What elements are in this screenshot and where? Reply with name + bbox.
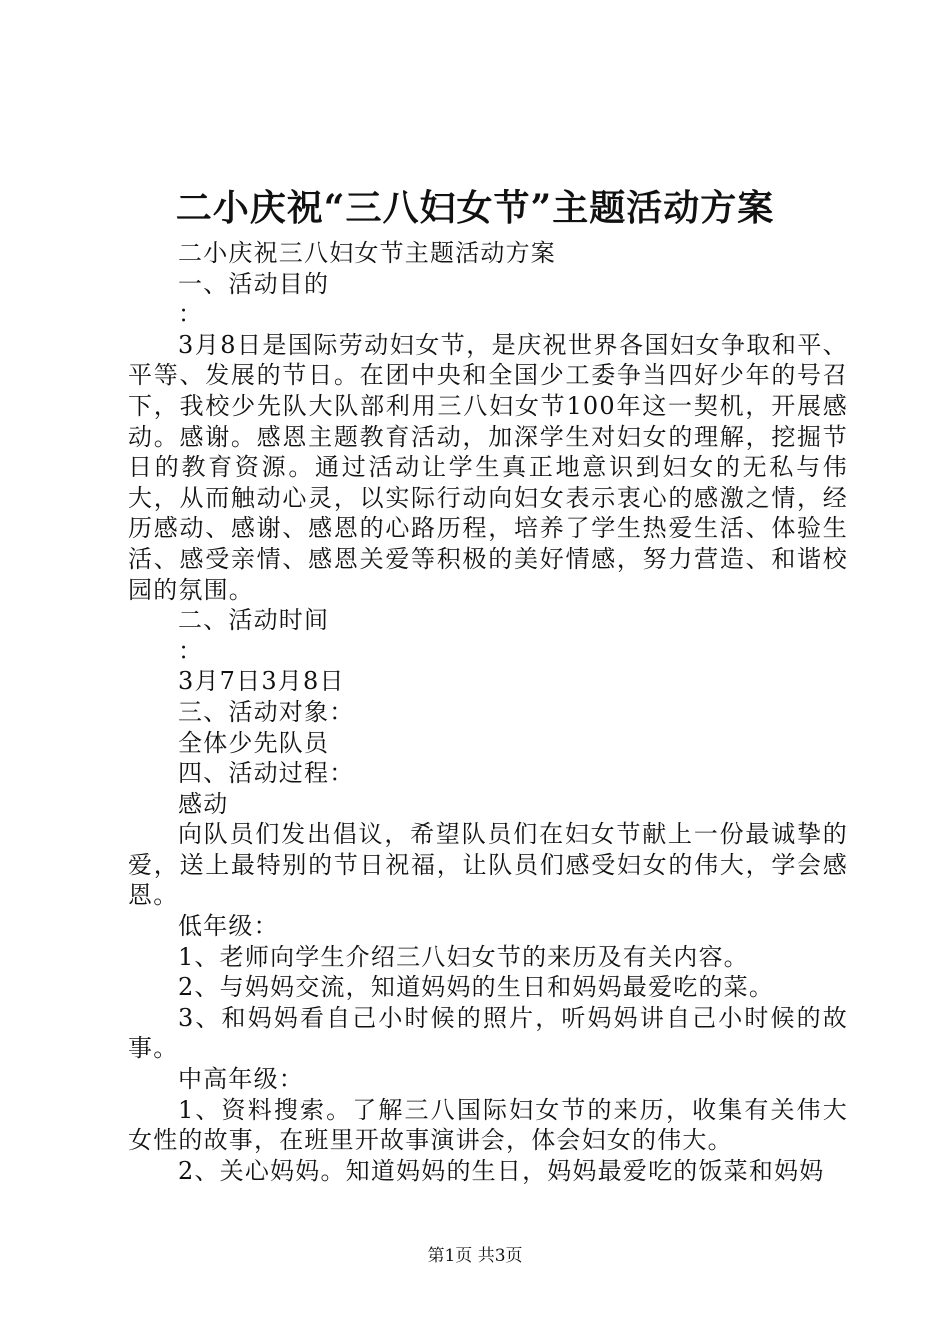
list-item: 1、资料搜索。了解三八国际妇女节的来历，收集有关伟大女性的故事，在班里开故事演讲会，体会妇女的伟大。 bbox=[128, 1095, 848, 1155]
paragraph-audience: 全体少先队员 bbox=[178, 728, 330, 757]
document-body bbox=[128, 238, 848, 1186]
subheading-upper-grades: 中高年级： bbox=[178, 1065, 304, 1094]
colon-line: ： bbox=[178, 300, 204, 329]
paragraph-purpose: 3月8日是国际劳动妇女节，是庆祝世界各国妇女争取和平、平等、发展的节日。在团中央和全国少工委争当四好少年的号召下，我校少先队大队部利用三八妇女节100年这一契机，开展感动。感谢。感恩主题教育活动，加深学生对妇女的理解，挖掘节日的教育资源。通过活动让学生真正地意识到妇女的无私与伟大，从而触动心灵，以实际行动向妇女表示衷心的感激之情，经历感动、感谢、感恩的心路历程，培养了学生热爱生活、体验生活、感受亲情、感恩关爱等积极的美好情感，努力营造、和谐校园的氛围。 bbox=[128, 330, 848, 604]
colon-line: ： bbox=[178, 636, 204, 665]
heading-process: 四、活动过程： bbox=[178, 759, 355, 788]
paragraph-subtitle: 二小庆祝三八妇女节主题活动方案 bbox=[178, 239, 556, 267]
list-item: 2、关心妈妈。知道妈妈的生日，妈妈最爱吃的饭菜和妈妈 bbox=[178, 1156, 825, 1185]
list-item: 2、与妈妈交流，知道妈妈的生日和妈妈最爱吃的菜。 bbox=[178, 973, 775, 1002]
subheading-lower-grades: 低年级： bbox=[178, 912, 279, 941]
document-title: 二小庆祝“三八妇女节”主题活动方案 bbox=[175, 187, 775, 229]
paragraph-time: 3月7日3月8日 bbox=[178, 667, 345, 696]
subheading-moved: 感动 bbox=[178, 789, 229, 818]
heading-purpose: 一、活动目的 bbox=[178, 269, 330, 298]
page-footer: 第1页 共3页 bbox=[427, 1246, 523, 1266]
heading-time: 二、活动时间 bbox=[178, 606, 330, 635]
heading-audience: 三、活动对象： bbox=[178, 697, 355, 726]
list-item: 3、和妈妈看自己小时候的照片，听妈妈讲自己小时候的故事。 bbox=[128, 1003, 848, 1063]
paragraph-initiative: 向队员们发出倡议，希望队员们在妇女节献上一份最诚挚的爱，送上最特别的节日祝福，让队员们感受妇女的伟大，学会感恩。 bbox=[128, 820, 848, 910]
list-item: 1、老师向学生介绍三八妇女节的来历及有关内容。 bbox=[178, 942, 749, 971]
